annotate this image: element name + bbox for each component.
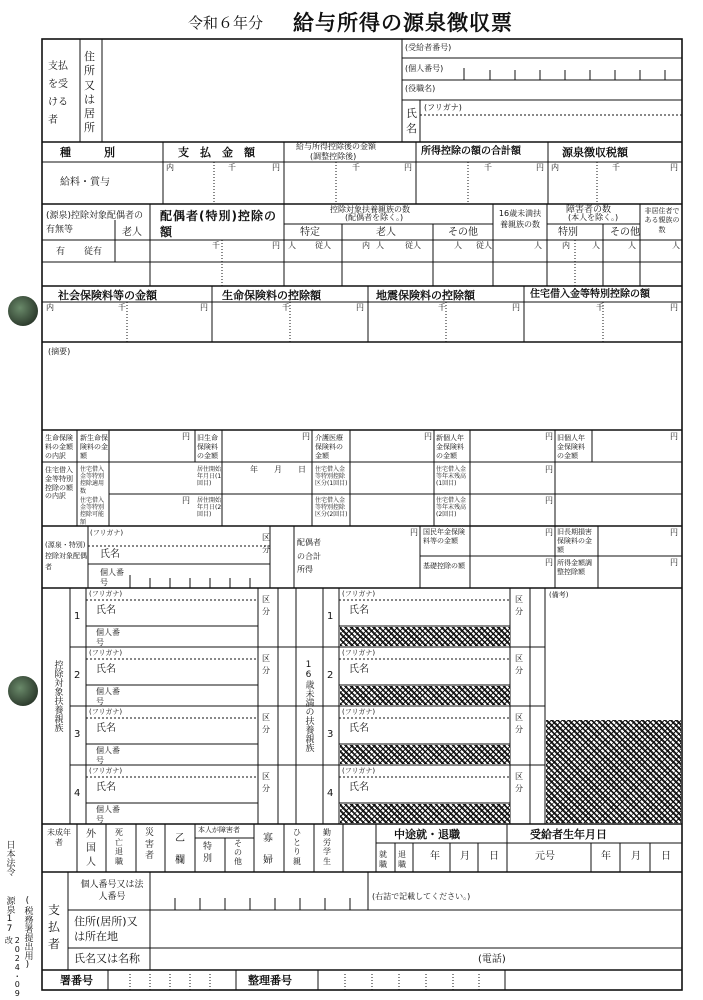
spouse-personal-number: 個人番号 (100, 568, 124, 587)
dep-number: 2 (74, 670, 81, 681)
life-breakdown-label: 生命保険料の金額の内訳 (45, 434, 73, 460)
yen-b: 円 (302, 432, 310, 441)
foreign-label: 外国人 (86, 829, 96, 868)
dep-number: 1 (327, 611, 334, 622)
housing-header: 住宅借入金等特別控除の額 (530, 289, 650, 300)
dep-furigana: (フリガナ) (89, 708, 123, 716)
social-yen: 円 (200, 303, 208, 312)
exists-label: 有 (56, 247, 66, 257)
unit-thousand-2: 千 (352, 163, 360, 172)
housing-yen: 円 (670, 303, 678, 312)
dep-category: 区分 (262, 713, 270, 734)
new-pension-label: 新個人年金保険料の金額 (436, 434, 464, 460)
under16-header: 16歳未満扶養親族の数 (498, 209, 542, 230)
disaster-label: 災害者 (145, 828, 155, 862)
category2-label: 住宅借入金等特別控除区分(2回目) (315, 497, 348, 519)
dep-furigana: (フリガナ) (89, 767, 123, 775)
submission-side: (税務署提出用) (22, 896, 33, 970)
form-side: 源泉17 (4, 896, 15, 934)
type-header: 種 別 (60, 146, 115, 159)
housing-breakdown-label: 住宅借入金等特別控除の額の内訳 (45, 466, 73, 501)
header-year: 令和６年分 (188, 14, 264, 32)
subordinate-label: 従有 (84, 247, 103, 257)
widow-label: 寡婦 (263, 833, 273, 866)
start1-month: 月 (274, 465, 282, 474)
hatched-area-2 (340, 686, 510, 705)
dep-personal-number: 個人番号 (96, 746, 120, 765)
spouse-name: 氏名 (100, 549, 120, 560)
special-bottom-label: 特別 (203, 842, 213, 864)
spouse-unit-thousand: 千 (212, 241, 220, 250)
possible-label: 住宅借入金等特別控除可能額 (80, 497, 105, 526)
midway-label: 中途就・退職 (394, 828, 460, 841)
unit-yen-1: 円 (272, 163, 280, 172)
spouse-total-income: 配偶者の合計所得 (297, 538, 321, 575)
unit-yen-2: 円 (404, 163, 412, 172)
start2-label: 居住開始年月日(2回目) (197, 497, 222, 519)
payer-number-label: 個人番号又は法人番号 (80, 880, 144, 902)
unit-thousand-1: 千 (228, 163, 236, 172)
yen-e: 円 (670, 432, 678, 441)
quake-yen: 円 (512, 303, 520, 312)
old-unit: 人 (376, 241, 384, 250)
hatched-area-4 (340, 804, 510, 823)
birth-day: 日 (661, 851, 671, 862)
dep-personal-number: 個人番号 (96, 805, 120, 824)
death-label: 死亡退職 (115, 828, 123, 866)
total-deduction-header: 所得控除の額の合計額 (421, 146, 521, 157)
quake-thousand: 千 (438, 303, 446, 312)
nonresident-header: 非居住者である親族の数 (644, 207, 680, 234)
housing-thousand: 千 (596, 303, 604, 312)
dep-name: 氏名 (96, 782, 116, 793)
applicable-label: 住宅借入金等特別控除適用数 (80, 466, 105, 495)
dep-name: 氏名 (349, 782, 369, 793)
dep-name: 氏名 (96, 723, 116, 734)
dependents-header: 控除対象扶養親族の数 (330, 205, 410, 214)
dep-category: 区分 (262, 772, 270, 793)
dep-category: 区分 (515, 654, 523, 675)
personal-number-label: (個人番号) (405, 64, 444, 73)
old-pension-label: 旧個人年金保険料の金額 (557, 434, 585, 460)
dependents-sub: (配偶者を除く。) (345, 213, 404, 222)
dep-number: 4 (327, 788, 334, 799)
specific-subordinate: 従人 (315, 241, 331, 250)
balance1-yen: 円 (545, 465, 553, 474)
page-title: 給与所得の源泉徴収票 (293, 10, 513, 35)
dep-category: 区分 (515, 595, 523, 616)
position-label: (役職名) (405, 84, 436, 93)
dep-number: 3 (327, 729, 334, 740)
old-longterm-yen: 円 (670, 528, 678, 537)
birth-year: 年 (601, 851, 611, 862)
dep-personal-number: 個人番号 (96, 628, 120, 647)
social-header: 社会保険料等の金額 (58, 289, 157, 302)
special-unit: 人 (592, 241, 600, 250)
dep-furigana: (フリガナ) (342, 708, 376, 716)
recipient-label: 支払を受ける者 (48, 61, 68, 126)
dep-category: 区分 (262, 595, 270, 616)
dep-name: 氏名 (349, 605, 369, 616)
specific-header: 特定 (300, 227, 320, 238)
spouse-label: (源泉・特別)控除対象配偶者 (45, 541, 87, 572)
dep-furigana: (フリガナ) (89, 590, 123, 598)
possible-yen: 円 (182, 496, 190, 505)
dep-number: 2 (327, 670, 334, 681)
balance2-label: 住宅借入金等年末残高(2回目) (436, 497, 467, 519)
midway-year: 年 (430, 851, 440, 862)
dep-personal-number: 個人番号 (96, 687, 120, 706)
yen-c: 円 (424, 432, 432, 441)
national-pension-label: 国民年金保険料等の金額 (423, 528, 465, 545)
birth-month: 月 (631, 851, 641, 862)
payer-label: 支払者 (48, 903, 61, 951)
other-disabled-unit: 人 (628, 241, 636, 250)
retired-label: 退職 (398, 850, 406, 869)
dep-furigana: (フリガナ) (342, 649, 376, 657)
under16-label: 16歳未満の扶養親族 (303, 660, 314, 752)
old-subordinate: 従人 (405, 241, 421, 250)
dep-name: 氏名 (349, 723, 369, 734)
old-header: 老人 (376, 227, 396, 238)
balance2-yen: 円 (545, 496, 553, 505)
student-label: 勤労学生 (323, 828, 331, 866)
publisher-side: 日本法令 (4, 840, 15, 876)
spouse-furigana: (フリガナ) (90, 529, 124, 537)
unit-inner-1: 内 (166, 163, 174, 172)
old-longterm-label: 旧長期損害保険料の金額 (557, 528, 592, 554)
remarks-label: (摘要) (48, 347, 71, 356)
life-yen: 円 (356, 303, 364, 312)
midway-month: 月 (460, 851, 470, 862)
balance1-label: 住宅借入金等年末残高(1回目) (436, 466, 467, 488)
revision-side: 2024・09改 (4, 936, 22, 998)
payer-name-label: 氏名又は名称 (74, 952, 140, 965)
name-label: 氏名 (406, 107, 417, 136)
disabled-header: 障害者の数 (566, 205, 612, 215)
dependents-label: 控除対象扶養親族 (52, 660, 63, 732)
payment-header: 支 払 金 額 (178, 146, 255, 159)
social-thousand: 千 (118, 303, 126, 312)
midway-day: 日 (489, 851, 499, 862)
start1-year: 年 (250, 465, 258, 474)
old-inner: 内 (362, 241, 370, 250)
single-label: ひとり親 (293, 828, 301, 866)
unit-thousand-3: 千 (484, 163, 492, 172)
after-deduction-sub: (調整控除後) (310, 152, 357, 161)
dep-category: 区分 (262, 654, 270, 675)
life-header: 生命保険料の控除額 (222, 289, 321, 302)
kind-value: 給料・賞与 (60, 177, 110, 188)
basic-deduction-label: 基礎控除の額 (423, 562, 465, 570)
adjustment-label: 所得金額調整控除額 (557, 559, 592, 576)
old-life-label: 旧生命保険料の金額 (197, 434, 218, 460)
payer-phone-label: (電話) (478, 954, 506, 965)
disabled-self-label: 本人が障害者 (198, 826, 240, 834)
after-deduction-header: 給与所得控除後の金額 (296, 142, 376, 151)
social-inner: 内 (46, 303, 54, 312)
unit-inner-4: 内 (551, 163, 559, 172)
spouse-category: 区分 (262, 533, 270, 554)
recipient-number-label: (受給者番号) (405, 43, 452, 52)
dep-name: 氏名 (96, 605, 116, 616)
hatched-area-3 (340, 745, 510, 764)
office-no-label: 署番号 (60, 974, 93, 987)
life-thousand: 千 (282, 303, 290, 312)
furigana-label: (フリガナ) (424, 103, 462, 112)
care-label: 介護医療保険料の金額 (315, 434, 343, 460)
otsu-label: 乙欄 (175, 833, 185, 866)
special-inner: 内 (562, 241, 570, 250)
dep-name: 氏名 (96, 664, 116, 675)
era-label: 元号 (535, 851, 555, 862)
disabled-sub: (本人を除く。) (568, 213, 619, 222)
dep-category: 区分 (515, 772, 523, 793)
tax-header: 源泉徴収税額 (562, 146, 628, 159)
spouse-presence-header: (源泉)控除対象配偶者の有無等 (46, 211, 144, 236)
spouse-deduction-header: 配偶者(特別)控除の額 (160, 209, 277, 239)
unit-thousand-4: 千 (612, 163, 620, 172)
dep-category: 区分 (515, 713, 523, 734)
start1-label: 居住開始年月日(1回目) (197, 466, 222, 488)
hatched-notes (546, 720, 681, 823)
dep-name: 氏名 (349, 664, 369, 675)
specific-unit: 人 (288, 241, 296, 250)
unit-yen-3: 円 (536, 163, 544, 172)
other-bottom-label: その他 (234, 839, 242, 866)
birth-label: 受給者生年月日 (530, 828, 607, 841)
other-header: その他 (448, 227, 478, 238)
category1-label: 住宅借入金等特別控除区分(1回目) (315, 466, 348, 488)
employed-label: 就職 (379, 850, 387, 869)
address-label: 住所又は居所 (84, 50, 95, 135)
new-life-label: 新生命保険料の金額 (80, 434, 108, 460)
spouse-unit-yen: 円 (272, 241, 280, 250)
dep-furigana: (フリガナ) (342, 590, 376, 598)
minor-label: 未成年者 (47, 828, 71, 847)
special-header: 特別 (558, 227, 578, 238)
dep-furigana: (フリガナ) (342, 767, 376, 775)
nonresident-unit: 人 (672, 241, 680, 250)
notes-label: (備考) (549, 591, 569, 599)
unit-yen-4: 円 (670, 163, 678, 172)
other-subordinate: 従人 (476, 241, 492, 250)
quake-header: 地震保険料の控除額 (376, 289, 475, 302)
start1-day: 日 (298, 465, 306, 474)
spouse-income-yen: 円 (410, 528, 418, 537)
other-unit: 人 (454, 241, 462, 250)
right-align-note: (右詰で記載してください。) (372, 892, 471, 901)
yen-a: 円 (182, 432, 190, 441)
elder-header: 老人 (122, 227, 142, 238)
dep-number: 1 (74, 611, 81, 622)
dep-number: 4 (74, 788, 81, 799)
national-pension-yen: 円 (545, 528, 553, 537)
dep-furigana: (フリガナ) (89, 649, 123, 657)
payer-address-label: 住所(居所)又は所在地 (74, 915, 138, 944)
dep-number: 3 (74, 729, 81, 740)
yen-d: 円 (545, 432, 553, 441)
under16-unit: 人 (534, 241, 542, 250)
adjustment-yen: 円 (670, 558, 678, 567)
arrange-no-label: 整理番号 (248, 974, 292, 987)
hatched-area-1 (340, 627, 510, 646)
other-header-2: その他 (610, 227, 640, 238)
basic-deduction-yen: 円 (545, 558, 553, 567)
